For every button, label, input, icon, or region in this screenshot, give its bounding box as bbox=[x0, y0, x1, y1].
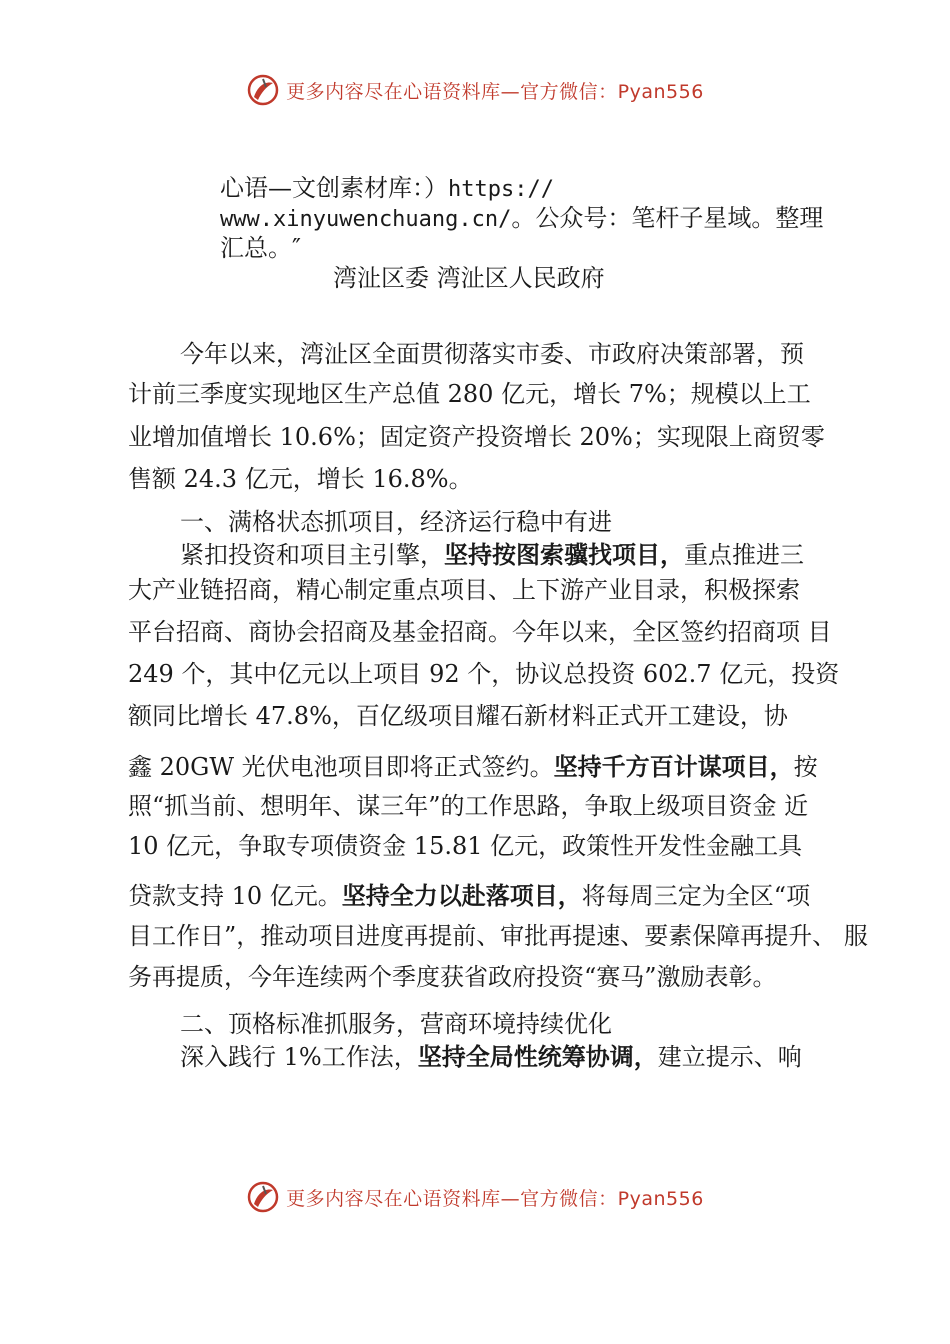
source-url-part[interactable]: https:// bbox=[448, 177, 554, 202]
section-heading-2: 二、顶格标准抓服务，营商环境持续优化 bbox=[180, 1010, 612, 1038]
p2-line-6: 鑫 20GW 光伏电池项目即将正式签约。坚持千方百计谋项目，按 bbox=[128, 753, 818, 781]
source-note-line-3: 汇总。″ bbox=[220, 234, 301, 262]
p2-line-1: 紧扣投资和项目主引擎，坚持按图索骥找项目，重点推进三 bbox=[180, 541, 804, 569]
p1-line-1: 今年以来，湾沚区全面贯彻落实市委、市政府决策部署，预 bbox=[180, 340, 804, 368]
doc-title: 湾沚区委 湾沚区人民政府 bbox=[333, 264, 605, 292]
p2-line-5: 额同比增长 47.8%，百亿级项目耀石新材料正式开工建设，协 bbox=[128, 702, 788, 730]
p2-line-7: 照“抓当前、想明年、谋三年”的工作思路，争取上级项目资金 近 bbox=[128, 792, 809, 820]
banner-text: 更多内容尽在心语资料库—官方微信：Pyan556 bbox=[286, 80, 704, 103]
top-banner bbox=[0, 70, 950, 110]
p2-line-3: 平台招商、商协会招商及基金招商。今年以来，全区签约招商项 目 bbox=[128, 618, 832, 646]
banner-text: 更多内容尽在心语资料库—官方微信：Pyan556 bbox=[286, 1187, 704, 1210]
p1-line-2: 计前三季度实现地区生产总值 280 亿元，增长 7%；规模以上工 bbox=[128, 380, 811, 408]
p3-line-1: 深入践行 1%工作法，坚持全局性统筹协调，建立提示、响 bbox=[180, 1043, 802, 1071]
p2-line-11: 务再提质，今年连续两个季度获省政府投资“赛马”激励表彰。 bbox=[128, 963, 777, 991]
source-url[interactable]: www.xinyuwenchuang.cn/ bbox=[220, 207, 512, 232]
p2-line-8: 10 亿元，争取专项债资金 15.81 亿元，政策性开发性金融工具 bbox=[128, 832, 803, 860]
section-heading-1: 一、满格状态抓项目，经济运行稳中有进 bbox=[180, 508, 612, 536]
logo-icon bbox=[246, 1180, 280, 1214]
bottom-banner bbox=[0, 1177, 950, 1217]
p2-line-10: 目工作日”，推动项目进度再提前、审批再提速、要素保障再提升、 服 bbox=[128, 922, 868, 950]
p2-line-9: 贷款支持 10 亿元。坚持全力以赴落项目，将每周三定为全区“项 bbox=[128, 882, 811, 910]
source-note-line-2: www.xinyuwenchuang.cn/。公众号：笔杆子星域。整理 bbox=[220, 204, 824, 232]
logo-icon bbox=[246, 73, 280, 107]
source-note-line-1: 心语—文创素材库：）https:// bbox=[220, 174, 554, 202]
p1-line-4: 售额 24.3 亿元，增长 16.8%。 bbox=[128, 465, 473, 493]
p2-line-2: 大产业链招商，精心制定重点项目、上下游产业目录，积极探索 bbox=[128, 576, 800, 604]
p1-line-3: 业增加值增长 10.6%；固定资产投资增长 20%；实现限上商贸零 bbox=[128, 423, 825, 451]
p2-line-4: 249 个，其中亿元以上项目 92 个，协议总投资 602.7 亿元，投资 bbox=[128, 660, 840, 688]
